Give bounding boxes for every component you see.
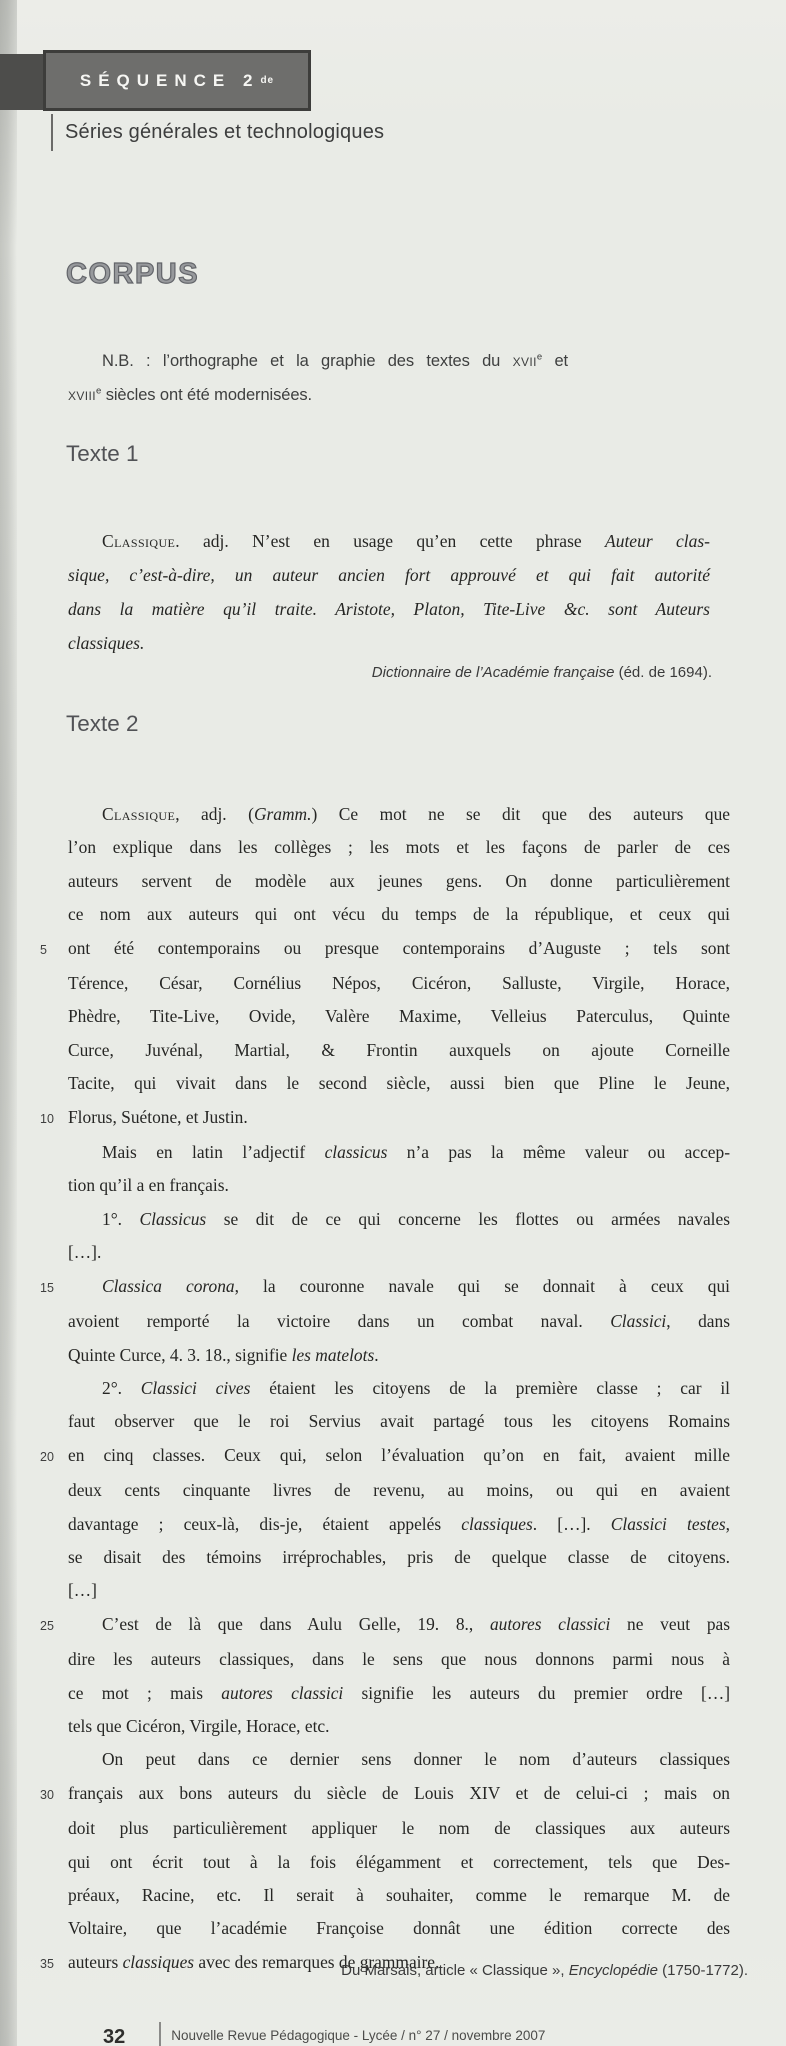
- line-text: classiques.: [68, 633, 145, 653]
- text-line: [34, 1846, 730, 1879]
- page-footer: [103, 2026, 545, 2046]
- text-line: [34, 1710, 730, 1743]
- text-line: [34, 1305, 730, 1338]
- text-line: [34, 865, 730, 898]
- text-line: [34, 1067, 730, 1100]
- line-text: tion qu’il a en français.: [68, 1175, 229, 1196]
- line-text: xviii$^e$ siècles ont été modernisées.: [68, 385, 313, 404]
- text-line: [34, 1574, 730, 1607]
- line-number: 35: [40, 1956, 54, 1971]
- publication-info: Nouvelle Revue Pédagogique - Lycée / n° 27 / novembre 2007: [171, 2028, 546, 2043]
- text-line: [34, 344, 568, 378]
- text-line: [34, 1203, 730, 1236]
- text-line: [34, 967, 730, 1000]
- line-text: Classique. adj. N’est en usage qu’en cette phrase Auteur clas-: [102, 531, 710, 551]
- text-line: [34, 1136, 730, 1169]
- line-text: […].: [68, 1242, 102, 1263]
- texte2-body: [34, 798, 730, 1981]
- text-line: [34, 592, 710, 626]
- text-line: [34, 1405, 730, 1438]
- text-line: [34, 378, 568, 412]
- sequence-label: SÉQUENCE 2: [79, 70, 260, 90]
- line-text: C’est de là que dans Aulu Gelle, 19. 8., autores classici ne veut pas: [102, 1613, 731, 1634]
- line-text: qui ont écrit tout à la fois élégamment et correctement, tels que Des-: [68, 1851, 730, 1872]
- line-text: en cinq classes. Ceux qui, selon l’évaluation qu’on en fait, avaient mille: [68, 1444, 730, 1465]
- text-line: [34, 1339, 730, 1372]
- line-text: ce nom aux auteurs qui ont vécu du temps de la république, et ceux qui: [68, 904, 730, 925]
- line-text: Quinte Curce, 4. 3. 18., signifie les matelots.: [68, 1344, 379, 1365]
- line-text: doit plus particulièrement appliquer le nom de classiques aux auteurs: [68, 1818, 730, 1839]
- series-subtitle: Séries générales et technologiques: [65, 121, 385, 143]
- line-text: Classica corona, la couronne navale qui se donnait à ceux qui: [102, 1275, 730, 1296]
- line-text: préaux, Racine, etc. Il serait à souhaiter, comme le remarque M. de: [68, 1885, 730, 1905]
- line-text: avoient remporté la victoire dans un combat naval. Classici, dans: [68, 1311, 730, 1332]
- text-line: [34, 1000, 730, 1033]
- line-text: Térence, César, Cornélius Népos, Cicéron, Salluste, Virgile, Horace,: [68, 973, 730, 994]
- line-text: Curce, Juvénal, Martial, & Frontin auxquels on ajoute Corneille: [68, 1039, 730, 1060]
- text-line: [34, 1677, 730, 1710]
- line-text: se disait des témoins irréprochables, pris de quelque classe de citoyens.: [68, 1546, 730, 1567]
- text-line: [34, 1912, 730, 1945]
- text-line: [34, 1777, 730, 1812]
- text-line: [34, 1236, 730, 1269]
- text-line: [34, 1508, 730, 1541]
- text-line: [34, 1101, 730, 1136]
- text-line: [34, 1034, 730, 1067]
- subtitle-rule: [51, 114, 53, 151]
- texte2-attribution: Du Marsais, article « Classique », Encyclopédie (1750-1772).: [341, 1962, 748, 1979]
- text-line: [34, 1879, 730, 1912]
- text-line: [34, 1270, 730, 1305]
- line-text: Phèdre, Tite-Live, Ovide, Valère Maxime, Velleius Paterculus, Quinte: [68, 1006, 730, 1027]
- nb-note: [34, 344, 568, 412]
- line-text: 1°. Classicus se dit de ce qui concerne les flottes ou armées navales: [102, 1208, 730, 1229]
- text-line: [34, 1474, 730, 1507]
- text-line: [34, 1372, 730, 1405]
- line-number: 15: [40, 1280, 54, 1295]
- line-number: 10: [40, 1111, 54, 1126]
- line-text: français aux bons auteurs du siècle de Louis XIV et de celui-ci ; mais on: [68, 1782, 730, 1803]
- text-line: [34, 1608, 730, 1643]
- line-text: auteurs servent de modèle aux jeunes gens. On donne particulièrement: [68, 870, 730, 891]
- line-text: tels que Cicéron, Virgile, Horace, etc.: [68, 1715, 330, 1736]
- line-text: […]: [68, 1580, 97, 1601]
- line-text: On peut dans ce dernier sens donner le nom d’auteurs classiques: [102, 1749, 730, 1770]
- text-line: [34, 1643, 730, 1676]
- line-text: l’on explique dans les collèges ; les mots et les façons de parler de ces: [68, 837, 730, 858]
- text-line: [34, 1169, 730, 1202]
- line-text: N.B. : l’orthographe et la graphie des textes du xvii$^e$ et: [102, 351, 569, 370]
- texte1-attribution: Dictionnaire de l’Académie française (éd. de 1694).: [371, 664, 712, 681]
- line-number: 25: [40, 1618, 54, 1633]
- line-text: Tacite, qui vivait dans le second siècle, aussi bien que Pline le Jeune,: [68, 1073, 730, 1094]
- scan-edge-shade: [0, 0, 17, 2046]
- texte2-heading: Texte 2: [66, 711, 139, 736]
- line-text: Mais en latin l’adjectif classicus n’a pas la même valeur ou accep-: [102, 1142, 730, 1163]
- text-line: [34, 1541, 730, 1574]
- texte1-body: [34, 524, 710, 660]
- sequence-banner: SÉQUENCE 2 de: [43, 50, 311, 111]
- line-text: davantage ; ceux-là, dis-je, étaient appelés classiques. […]. Classici testes,: [68, 1513, 730, 1534]
- line-text: sique, c’est-à-dire, un auteur ancien fort approuvé et qui fait autorité: [68, 565, 710, 585]
- line-text: auteurs classiques avec des remarques de grammaire.: [68, 1951, 440, 1972]
- line-number: 30: [40, 1787, 54, 1802]
- line-number: 20: [40, 1449, 54, 1464]
- text-line: [34, 1439, 730, 1474]
- line-text: 2°. Classici cives étaient les citoyens de la première classe ; car il: [102, 1377, 730, 1398]
- line-text: faut observer que le roi Servius avait partagé tous les citoyens Romains: [68, 1411, 730, 1432]
- line-text: Classique, adj. (Gramm.) Ce mot ne se dit que des auteurs que: [102, 804, 731, 824]
- line-text: deux cents cinquante livres de revenu, au moins, ou qui en avaient: [68, 1480, 730, 1501]
- text-line: [34, 558, 710, 592]
- text-line: [34, 1812, 730, 1845]
- line-text: Voltaire, que l’académie Françoise donnât une édition correcte des: [68, 1918, 730, 1939]
- texte1-heading: Texte 1: [66, 441, 139, 466]
- text-line: [34, 831, 730, 864]
- line-number: 5: [40, 942, 47, 957]
- line-text: dire les auteurs classiques, dans le sens que nous donnons parmi nous à: [68, 1649, 730, 1670]
- text-line: [34, 626, 710, 660]
- line-text: ont été contemporains ou presque contemporains d’Auguste ; tels sont: [68, 937, 730, 958]
- line-text: Florus, Suétone, et Justin.: [68, 1106, 248, 1127]
- line-text: ce mot ; mais autores classici signifie les auteurs du premier ordre […]: [68, 1682, 731, 1703]
- text-line: [34, 932, 730, 967]
- line-text: dans la matière qu’il traite. Aristote, Platon, Tite-Live &c. sont Auteurs: [68, 599, 710, 619]
- corpus-heading: CORPUS: [66, 258, 200, 290]
- text-line: [34, 798, 730, 831]
- page-number: 32: [103, 2026, 126, 2046]
- footer-divider: [159, 2022, 161, 2046]
- text-line: [34, 524, 710, 558]
- text-line: [34, 1743, 730, 1776]
- text-line: [34, 898, 730, 931]
